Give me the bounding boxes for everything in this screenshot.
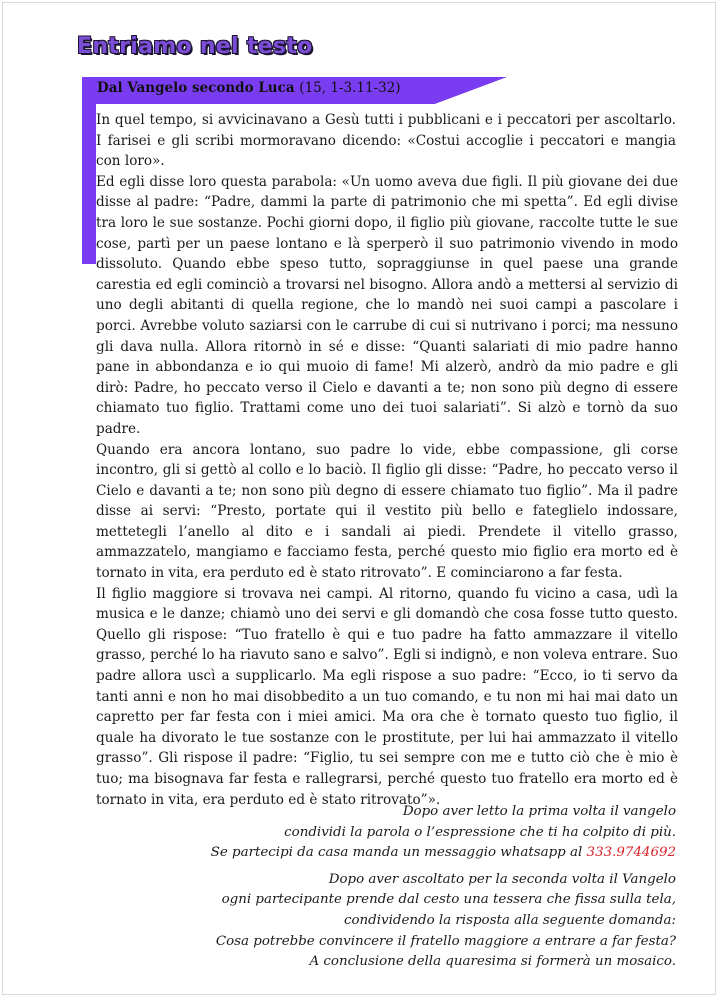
note-text: Se partecipi da casa manda un messaggio whatsapp al — [210, 845, 583, 861]
note-line: ogni partecipante prende dal cesto una tessera che fissa sulla tela, — [221, 892, 676, 908]
gospel-source — [97, 80, 401, 96]
accent-bar — [82, 102, 96, 264]
note-line — [116, 843, 676, 864]
note-line: Dopo aver letto la prima volta il vangelo — [402, 804, 676, 819]
note-line: condividendo la risposta alla seguente domanda: — [343, 912, 676, 928]
paragraph: Il figlio maggiore si trovava nei campi. Al ritorno, quando fu vicino a casa, udì la musica e le danze; chiamò uno dei servi e gli domandò che cosa fosse tutto questo. Quello gli rispose: “Tuo fratello è qui e tuo padre ha fatto ammazzare il vitello grasso, perché lo ha riavuto sano e salvo”. Egli si indignò, e non voleva entrare. Suo padre allora uscì a supplicarlo. Ma egli rispose a suo padre: “Ecco, io ti servo da tanti anni e non ho mai disobbedito a un tuo comando, e tu non mi hai mai dato un capretto per far festa con i miei amici. Ma ora che è tornato questo tuo figlio, il quale ha divorato le tue sostanze con le prostitute, per lui hai ammazzato il vitello grasso”. Gli rispose il padre: “Figlio, tu sei sempre con me e tutto ciò che è mio è tuo; ma bisognava far festa e rallegrarsi, perché questo tuo fratello era morto ed è tornato in vita, era perduto ed è stato ritrovato”». — [96, 585, 678, 808]
note-line: Dopo aver ascoltato per la seconda volta il Vangelo — [328, 871, 676, 887]
note-line: A conclusione della quaresima si formerà un mosaico. — [309, 954, 676, 970]
phone-number: 333.9744692 — [586, 845, 676, 861]
note-line: condividi la parola o l’espressione che ti ha colpito di più. — [284, 824, 676, 840]
instructions — [116, 802, 676, 973]
paragraph: Quando era ancora lontano, suo padre lo vide, ebbe compassione, gli corse incontro, gli si gettò al collo e lo baciò. Il figlio gli disse: “Padre, ho peccato verso il Cielo e davanti a te; non sono più degno di essere chiamato tuo figlio”. Ma il padre disse ai servi: “Presto, portate qui il vestito più bello e fateglielo indossare, mettetegli l’anello al dito e i sandali ai piedi. Prendete il vitello grasso, ammazzatelo, mangiamo e facciamo festa, perché questo mio figlio era morto ed è tornato in vita, era perduto ed è stato ritrovato”. E cominciarono a far festa. — [96, 441, 678, 582]
gospel-reference: (15, 1-3.11-32) — [299, 80, 401, 96]
note-line: Cosa potrebbe convincere il fratello maggiore a entrare a far festa? — [215, 933, 676, 949]
paragraph: In quel tempo, si avvicinavano a Gesù tutti i pubblicani e i peccatori per ascoltarlo. I farisei e gli scribi mormoravano dicendo: «Costui accoglie i peccatori e mangia con loro». — [96, 110, 676, 172]
section-heading: Entriamo nel testo — [77, 34, 313, 59]
gospel-title: Dal Vangelo secondo Luca — [97, 80, 295, 96]
gospel-text — [96, 110, 678, 810]
paragraph: Ed egli disse loro questa parabola: «Un uomo aveva due figli. Il più giovane dei due disse al padre: “Padre, dammi la parte di patrimonio che mi spetta”. Ed egli divise tra loro le sue sostanze. Pochi giorni dopo, il figlio più giovane, raccolte tutte le sue cose, partì per un paese lontano e là sperperò il suo patrimonio vivendo in modo dissoluto. Quando ebbe speso tutto, sopraggiunse in quel paese una grande carestia ed egli cominciò a trovarsi nel bisogno. Allora andò a mettersi al servizio di uno degli abitanti di quella regione, che lo mandò nei suoi campi a pascolare i porci. Avrebbe voluto saziarsi con le carrube di cui si nutrivano i porci; ma nessuno gli dava nulla. Allora ritornò in sé e disse: “Quanti salariati di mio padre hanno pane in abbondanza e io qui muoio di fame! Mi alzerò, andrò da mio padre e gli dirò: Padre, ho peccato verso il Cielo e davanti a te; non sono più degno di essere chiamato tuo figlio. Trattami come uno dei tuoi salariati”. Si alzò e tornò da suo padre. — [96, 173, 678, 437]
